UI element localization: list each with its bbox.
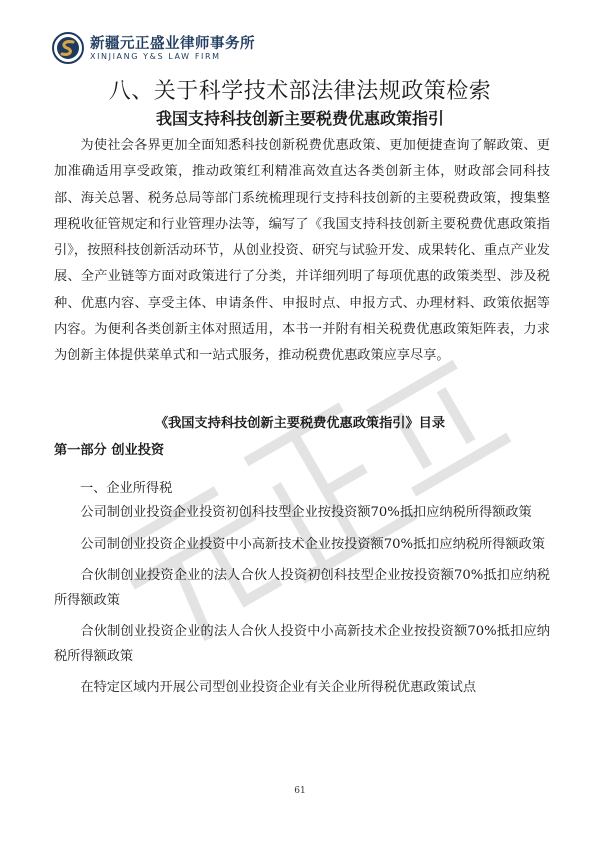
firm-name-en: XINJIANG Y&S LAW FIRM — [90, 52, 221, 61]
toc-item: 合伙制创业投资企业的法人合伙人投资初创科技型企业按投资额70%抵扣应纳税所得额政策 — [54, 568, 550, 608]
toc-item: 公司制创业投资企业投资初创科技型企业按投资额70%抵扣应纳税所得额政策 — [80, 505, 532, 520]
toc-item-list — [54, 501, 550, 708]
yuanzheng-logo-icon — [52, 32, 84, 64]
letterhead — [52, 30, 352, 66]
firm-name-cn: 新疆元正盛业律师事务所 — [90, 36, 255, 52]
toc-item: 公司制创业投资企业投资中小高新技术企业按投资额70%抵扣应纳税所得额政策 — [80, 536, 545, 552]
toc-title: 《我国支持科技创新主要税费优惠政策指引》目录 — [154, 416, 446, 431]
part-heading: 第一部分 创业投资 — [54, 443, 165, 458]
toc-item: 在特定区域内开展公司型创业投资企业有关企业所得税优惠政策试点 — [80, 680, 477, 695]
section-title: 八、关于科学技术部法律法规政策检索 — [108, 79, 492, 104]
doc-title: 我国支持科技创新主要税费优惠政策指引 — [155, 109, 444, 128]
intro-paragraph: 为使社会各界更加全面知悉科技创新税费优惠政策、更加便捷查询了解政策、更加准确适用享受政策，推动政策红利精准高效直达各类创新主体，财政部会同科技部、海关总署、税务总局等部门系统梳理现行支持科技创新的主要税费政策，搜集整理税收征管规定和行业管理办法等，编写了《我国支持科技创新主要税费优惠政策指引》，按照科技创新活动环节，从创业投资、研究与试验开发、成果转化、重点产业发展、全产业链等方面对政策进行了分类，并详细列明了每项优惠的政策类型、涉及税种、优惠内容、享受主体、申请条件、申报时点、申报方式、办理材料、政策依据等内容。为便利各类创新主体对照适用，本书一并附有相关税费优惠政策矩阵表，力求为创新主体提供菜单式和一站式服务，推动税费优惠政策应享尽享。 — [54, 138, 550, 364]
subsection-heading: 一、企业所得税 — [80, 481, 173, 496]
page-number: 61 — [294, 786, 306, 796]
toc-item: 合伙制创业投资企业的法人合伙人投资中小高新技术企业按投资额70%抵扣应纳税所得额政策 — [54, 624, 550, 664]
